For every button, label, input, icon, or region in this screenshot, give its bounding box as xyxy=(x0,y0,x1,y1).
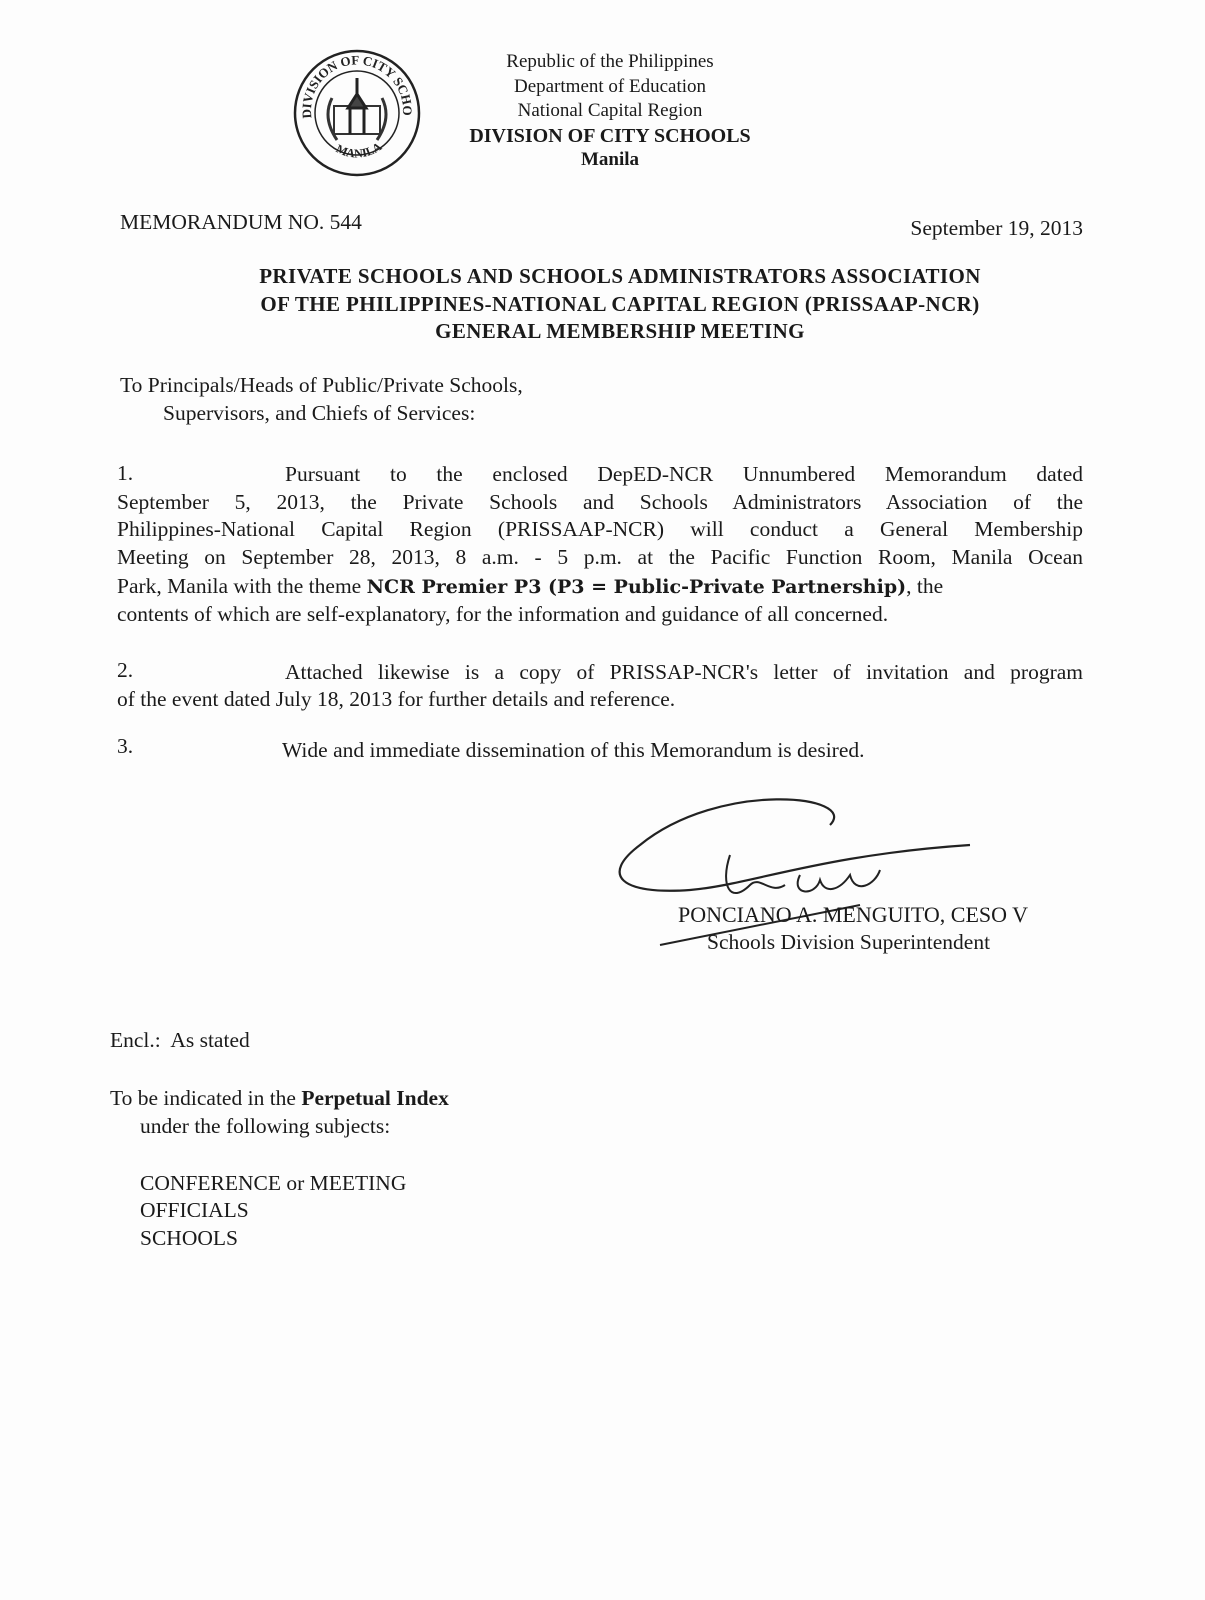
paragraph-line xyxy=(117,574,943,599)
addressee-line: Supervisors, and Chiefs of Services: xyxy=(163,401,476,425)
memo-title-line: GENERAL MEMBERSHIP MEETING xyxy=(435,319,805,343)
signatory-position: Schools Division Superintendent xyxy=(707,930,991,954)
paragraph-line: Pursuant to the enclosed DepED-NCR Unnumbered Memorandum dated xyxy=(285,462,1083,486)
paragraph-line: of the event dated July 18, 2013 for further details and reference. xyxy=(117,687,676,711)
seal-icon xyxy=(292,48,422,178)
signatory-name: PONCIANO A. MENGUITO, CESO V xyxy=(678,902,1028,927)
paragraph-line: Wide and immediate dissemination of this Memorandum is desired. xyxy=(282,738,865,762)
index-subject: CONFERENCE or MEETING xyxy=(140,1171,407,1195)
letterhead-line: DIVISION OF CITY SCHOOLS xyxy=(469,124,751,147)
paragraph-line: September 5, 2013, the Private Schools and Schools Administrators Association of the xyxy=(117,490,1083,514)
memo-date: September 19, 2013 xyxy=(910,216,1083,240)
index-subject: SCHOOLS xyxy=(140,1226,238,1250)
paragraph-line: Meeting on September 28, 2013, 8 a.m. - 5 p.m. at the Pacific Function Room, Manila Ocean xyxy=(117,545,1083,569)
paragraph-line: contents of which are self-explanatory, for the information and guidance of all concerned. xyxy=(117,602,889,626)
letterhead-line: Republic of the Philippines xyxy=(506,51,714,72)
theme-suffix: , the xyxy=(906,574,944,598)
paragraph-number: 3. xyxy=(117,734,134,758)
index-subject: OFFICIALS xyxy=(140,1198,249,1222)
paragraph-number: 2. xyxy=(117,658,134,682)
division-seal xyxy=(292,48,422,178)
index-note xyxy=(110,1086,449,1111)
letterhead xyxy=(440,50,780,173)
memo-title-line: PRIVATE SCHOOLS AND SCHOOLS ADMINISTRATORS ASSOCIATION xyxy=(259,264,981,288)
memo-number: MEMORANDUM NO. 544 xyxy=(120,210,362,234)
theme-name: NCR Premier P3 (P3 = Public-Private Partnership) xyxy=(366,576,907,598)
svg-text:MANILA xyxy=(334,139,384,160)
paragraph-line: Philippines-National Capital Region (PRISSAAP-NCR) will conduct a General Membership xyxy=(117,517,1083,541)
letterhead-line: Manila xyxy=(580,149,640,170)
seal-text-bottom: MANILA xyxy=(333,139,385,161)
index-note-line2: under the following subjects: xyxy=(140,1114,391,1138)
enclosure-label: Encl.: xyxy=(110,1028,161,1052)
index-note-text: To be indicated in the xyxy=(110,1086,296,1110)
seal-text-top: DIVISION OF CITY SCHO xyxy=(298,52,416,119)
paragraph-line: Attached likewise is a copy of PRISSAP-NCR's letter of invitation and program xyxy=(285,660,1083,684)
memo-title-line: OF THE PHILIPPINES-NATIONAL CAPITAL REGION (PRISSAAP-NCR) xyxy=(260,292,980,316)
letterhead-line: National Capital Region xyxy=(517,100,703,121)
addressee-line: To Principals/Heads of Public/Private Schools, xyxy=(120,373,523,397)
enclosure-value: As stated xyxy=(170,1028,250,1052)
paragraph-number: 1. xyxy=(117,461,134,485)
index-note-bold: Perpetual Index xyxy=(301,1086,449,1110)
enclosure xyxy=(110,1028,250,1053)
letterhead-line: Department of Education xyxy=(513,75,707,97)
theme-prefix: Park, Manila with the theme xyxy=(117,574,362,598)
